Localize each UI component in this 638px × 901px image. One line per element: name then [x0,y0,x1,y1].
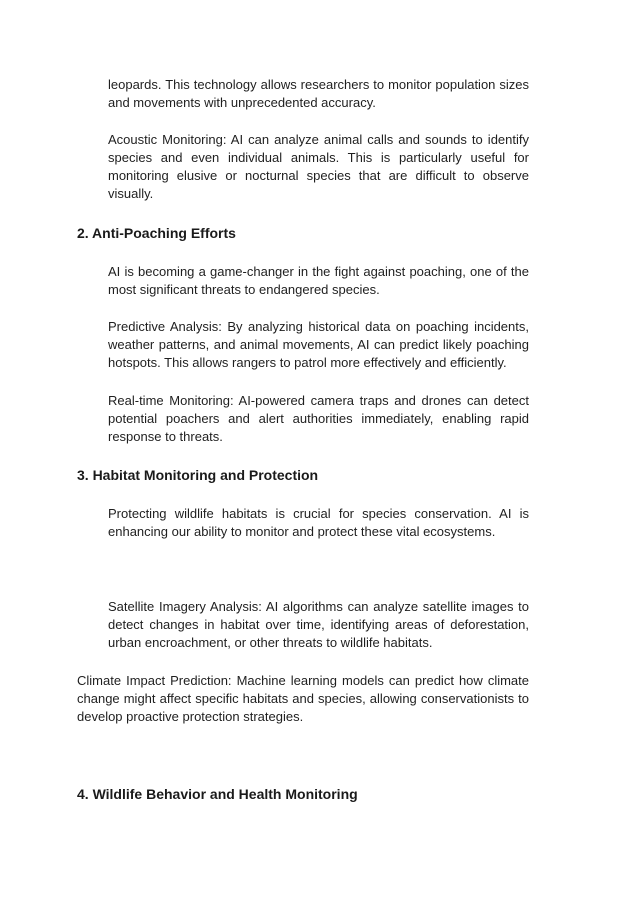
paragraph-habitat-intro: Protecting wildlife habitats is crucial for species conservation. AI is enhancing our ability to monitor and protect these vital ecosystems. [108,506,529,539]
paragraph-leopards: leopards. This technology allows researchers to monitor population sizes and movements with unprecedented accuracy. [108,77,529,110]
paragraph-climate-impact: Climate Impact Prediction: Machine learning models can predict how climate change might affect specific habitats and species, allowing conservationists to develop proactive protection strategies. [77,673,529,724]
paragraph-predictive-analysis: Predictive Analysis: By analyzing historical data on poaching incidents, weather patterns, and animal movements, AI can predict likely poaching hotspots. This allows rangers to patrol more effectively and efficiently. [108,319,529,370]
heading-anti-poaching: 2. Anti-Poaching Efforts [77,225,236,241]
paragraph-anti-poaching-intro: AI is becoming a game-changer in the fight against poaching, one of the most significant threats to endangered species. [108,264,529,297]
heading-wildlife-behavior: 4. Wildlife Behavior and Health Monitoring [77,786,358,802]
paragraph-real-time-monitoring: Real-time Monitoring: AI-powered camera traps and drones can detect potential poachers and alert authorities immediately, enabling rapid response to threats. [108,393,529,444]
paragraph-satellite-imagery: Satellite Imagery Analysis: AI algorithms can analyze satellite images to detect changes in habitat over time, identifying areas of deforestation, urban encroachment, or other threats to wildlife habitats. [108,599,529,650]
paragraph-acoustic-monitoring: Acoustic Monitoring: AI can analyze animal calls and sounds to identify species and even individual animals. This is particularly useful for monitoring elusive or nocturnal species that are difficult to observe visually. [108,132,529,201]
heading-habitat-monitoring: 3. Habitat Monitoring and Protection [77,467,319,483]
